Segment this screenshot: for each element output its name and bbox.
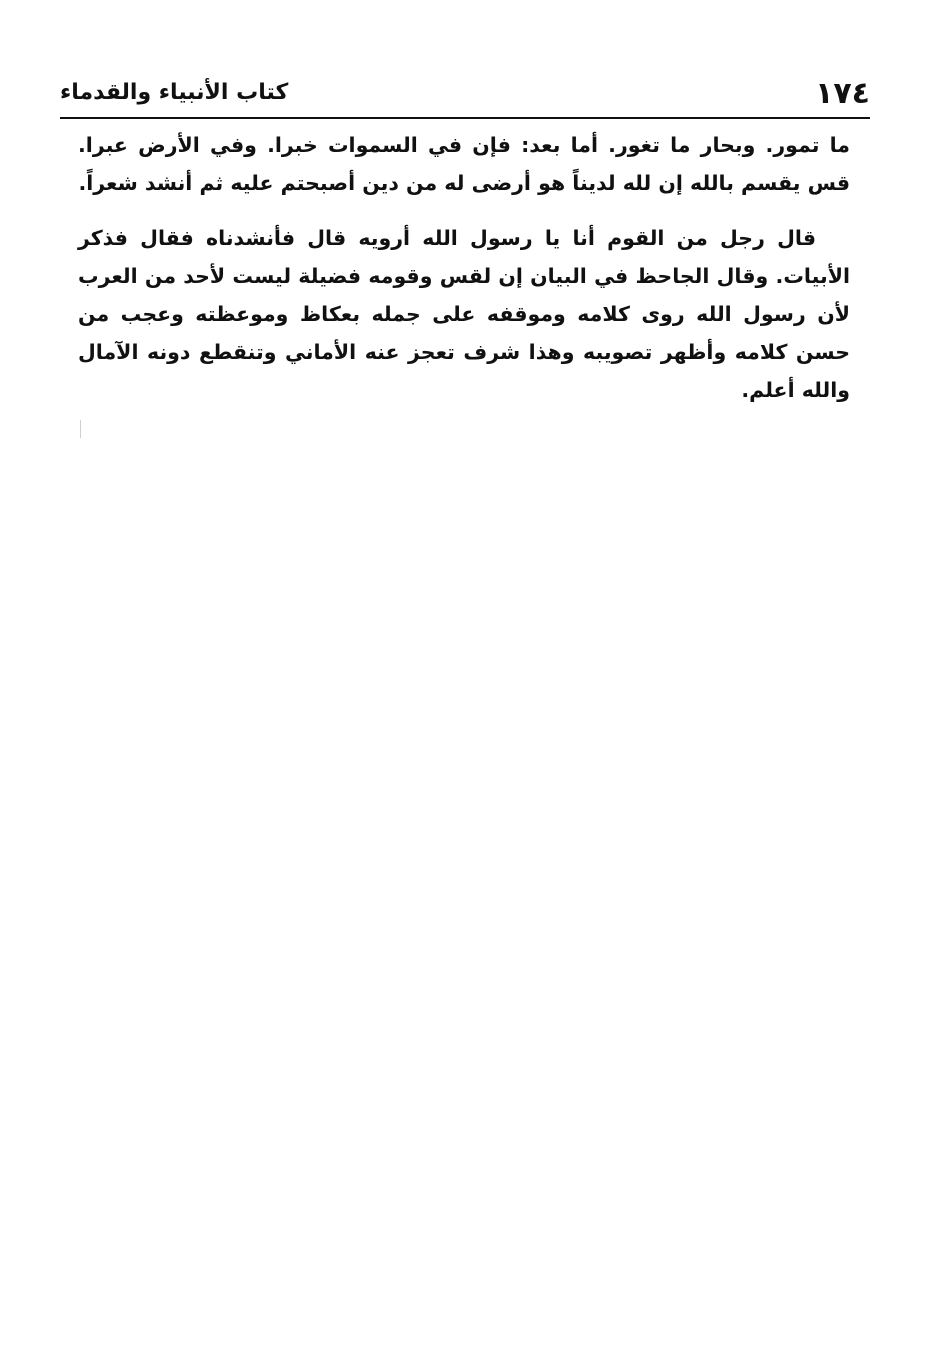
book-title: كتاب الأنبياء والقدماء: [60, 80, 289, 105]
body-text: [78, 126, 850, 409]
paragraph-1: ما تمور. وبحار ما تغور. أما بعد: فإن في السموات خبرا. وفي الأرض عبرا. قس يقسم بالله إن لله لديناً هو أرضى له من دين أصبحتم عليه ثم أنشد شعراً.: [78, 133, 850, 195]
scan-speck: [80, 420, 81, 438]
header-rule: [60, 117, 870, 119]
page-number: ١٧٤: [815, 76, 870, 111]
paragraph-2: قال رجل من القوم أنا يا رسول الله أرويه قال فأنشدناه فقال فذكر الأبيات. وقال الجاحظ في البيان إن لقس وقومه فضيلة ليست لأحد من العرب لأن رسول الله روى كلامه وموقفه على جمله بعكاظ وموعظته وعجب من حسن كلامه وأظهر تصويبه وهذا شرف تعجز عنه الأماني وتنقطع دونه الآمال والله أعلم.: [78, 226, 850, 402]
running-head: [60, 70, 870, 112]
